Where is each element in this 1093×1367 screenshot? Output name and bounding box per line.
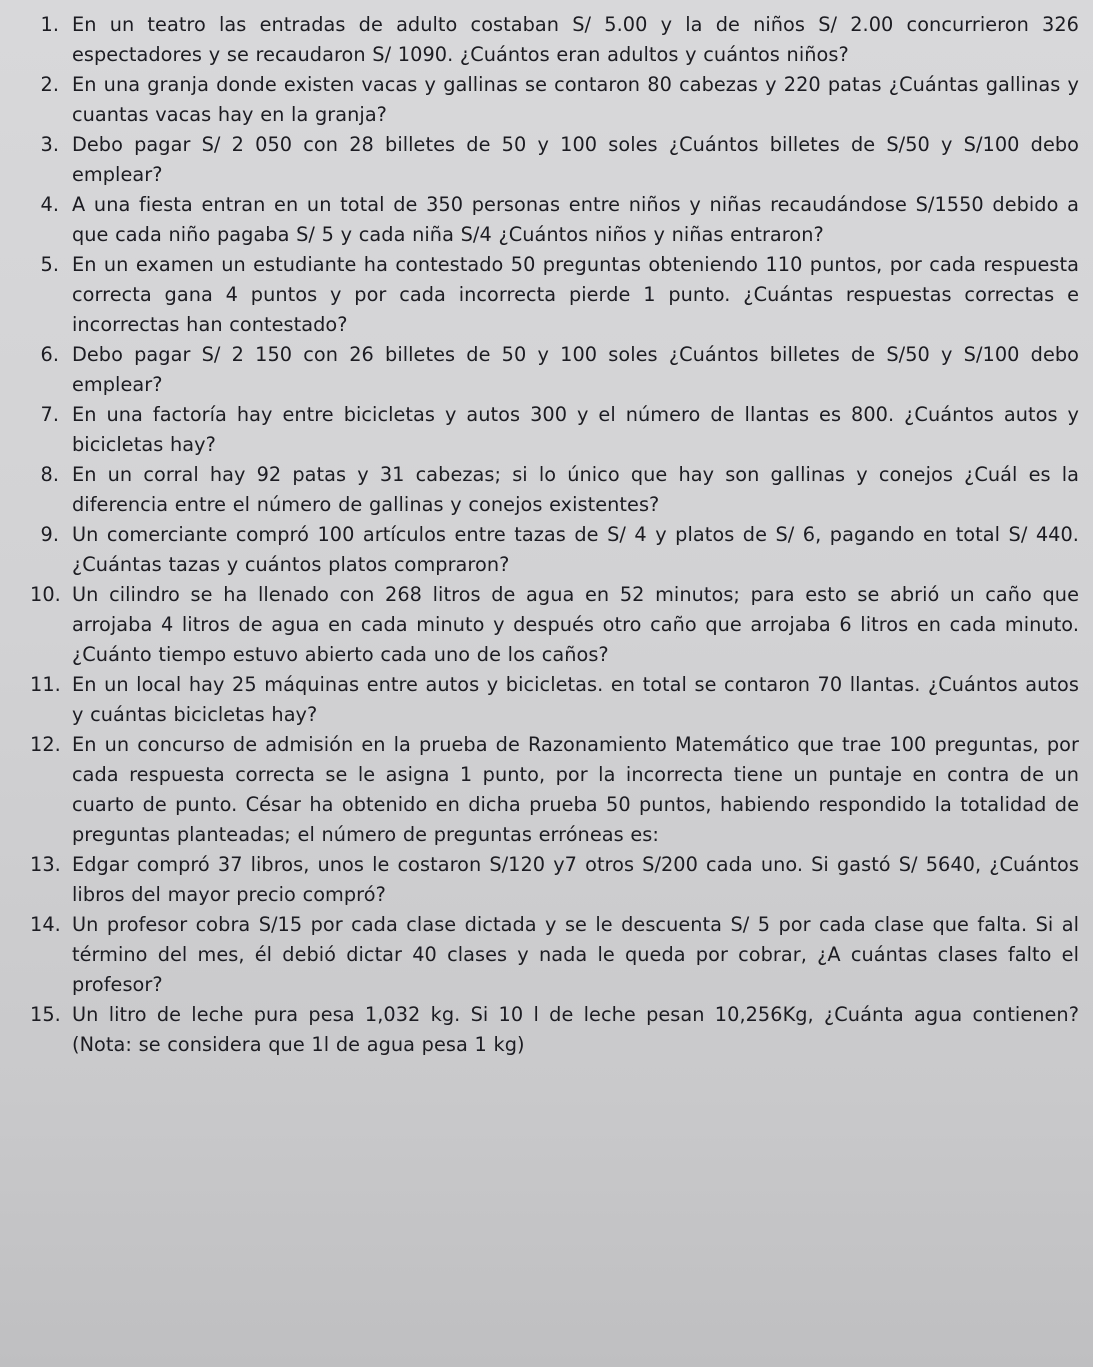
problem-number: 13.: [30, 853, 61, 876]
problem-text: Un cilindro se ha llenado con 268 litros de agua en 52 minutos; para esto se abrió un caño que arrojaba 4 litros de agua en cada minuto y después otro caño que arrojaba 6 litros en cada minuto. ¿Cuánto tiempo estuvo abierto cada uno de los caños?: [72, 583, 1079, 666]
problem-item: [30, 250, 1079, 340]
problem-text: Debo pagar S/ 2 050 con 28 billetes de 50 y 100 soles ¿Cuántos billetes de S/50 y S/100 debo emplear?: [72, 133, 1079, 186]
problem-text: En una factoría hay entre bicicletas y autos 300 y el número de llantas es 800. ¿Cuántos autos y bicicletas hay?: [72, 403, 1079, 456]
problem-number: 5.: [40, 253, 59, 276]
problem-item: [30, 10, 1079, 70]
problem-number: 11.: [30, 673, 61, 696]
problem-text: Un comerciante compró 100 artículos entre tazas de S/ 4 y platos de S/ 6, pagando en total S/ 440. ¿Cuántas tazas y cuántos platos compraron?: [72, 523, 1079, 576]
problem-text: En un corral hay 92 patas y 31 cabezas; si lo único que hay son gallinas y conejos ¿Cuál es la diferencia entre el número de gallinas y conejos existentes?: [72, 463, 1079, 516]
problem-list: [30, 10, 1079, 1060]
problem-item: [30, 670, 1079, 730]
problem-item: [30, 520, 1079, 580]
problem-number: 2.: [40, 73, 59, 96]
problem-text: En un concurso de admisión en la prueba de Razonamiento Matemático que trae 100 preguntas, por cada respuesta correcta se le asigna 1 punto, por la incorrecta tiene un puntaje en contra de un cuarto de punto. César ha obtenido en dicha prueba 50 puntos, habiendo respondido la totalidad de preguntas planteadas; el número de preguntas erróneas es:: [72, 733, 1079, 846]
problem-number: 1.: [40, 13, 59, 36]
problem-number: 9.: [40, 523, 59, 546]
problem-text: En una granja donde existen vacas y gallinas se contaron 80 cabezas y 220 patas ¿Cuántas gallinas y cuantas vacas hay en la granja?: [72, 73, 1079, 126]
problem-item: [30, 850, 1079, 910]
problem-text: Un litro de leche pura pesa 1,032 kg. Si 10 l de leche pesan 10,256Kg, ¿Cuánta agua contienen? (Nota: se considera que 1l de agua pesa 1 kg): [72, 1003, 1079, 1056]
problem-number: 7.: [40, 403, 59, 426]
problem-text: En un teatro las entradas de adulto costaban S/ 5.00 y la de niños S/ 2.00 concurrieron 326 espectadores y se recaudaron S/ 1090. ¿Cuántos eran adultos y cuántos niños?: [72, 13, 1079, 66]
problem-text: En un local hay 25 máquinas entre autos y bicicletas. en total se contaron 70 llantas. ¿Cuántos autos y cuántas bicicletas hay?: [72, 673, 1079, 726]
problem-text: Edgar compró 37 libros, unos le costaron S/120 y7 otros S/200 cada uno. Si gastó S/ 5640, ¿Cuántos libros del mayor precio compró?: [72, 853, 1079, 906]
problem-number: 10.: [30, 583, 61, 606]
problem-number: 3.: [40, 133, 59, 156]
problem-text: En un examen un estudiante ha contestado 50 preguntas obteniendo 110 puntos, por cada respuesta correcta gana 4 puntos y por cada incorrecta pierde 1 punto. ¿Cuántas respuestas correctas e incorrectas han contestado?: [72, 253, 1079, 336]
problem-number: 12.: [30, 733, 61, 756]
problem-item: [30, 70, 1079, 130]
problem-item: [30, 460, 1079, 520]
problem-item: [30, 910, 1079, 1000]
problem-item: [30, 580, 1079, 670]
problem-item: [30, 340, 1079, 400]
problem-number: 15.: [30, 1003, 61, 1026]
problem-item: [30, 400, 1079, 460]
problem-text: A una fiesta entran en un total de 350 personas entre niños y niñas recaudándose S/1550 debido a que cada niño pagaba S/ 5 y cada niña S/4 ¿Cuántos niños y niñas entraron?: [72, 193, 1079, 246]
problem-number: 14.: [30, 913, 61, 936]
problem-number: 8.: [40, 463, 59, 486]
problem-number: 4.: [40, 193, 59, 216]
problem-number: 6.: [40, 343, 59, 366]
problem-item: [30, 1000, 1079, 1060]
problem-text: Debo pagar S/ 2 150 con 26 billetes de 50 y 100 soles ¿Cuántos billetes de S/50 y S/100 debo emplear?: [72, 343, 1079, 396]
problem-item: [30, 190, 1079, 250]
problem-text: Un profesor cobra S/15 por cada clase dictada y se le descuenta S/ 5 por cada clase que falta. Si al término del mes, él debió dictar 40 clases y nada le queda por cobrar, ¿A cuántas clases falto el profesor?: [72, 913, 1079, 996]
problem-item: [30, 730, 1079, 850]
problem-item: [30, 130, 1079, 190]
